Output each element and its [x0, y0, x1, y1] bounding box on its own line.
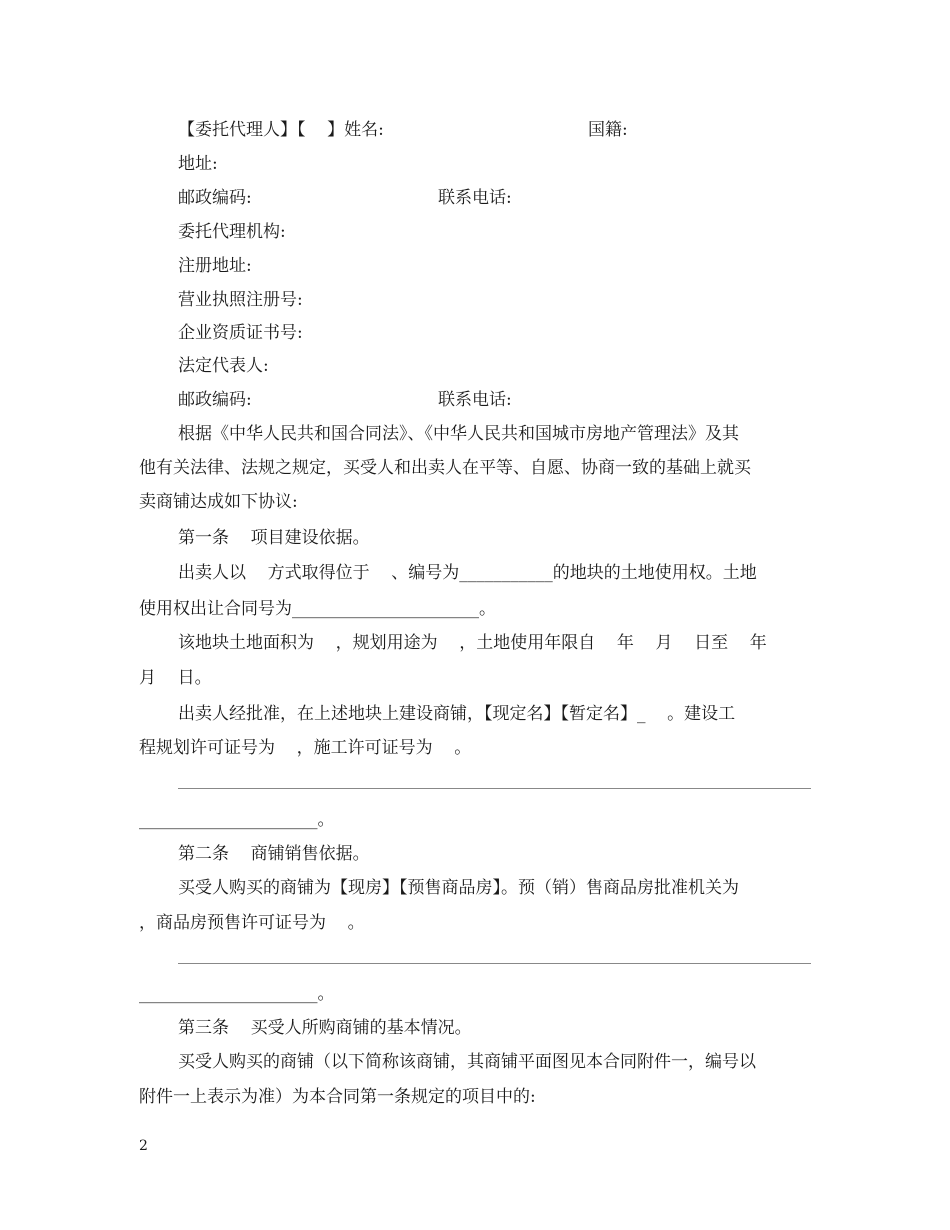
article-2-para-1-line-2: ，商品房预售许可证号为 。 — [139, 913, 365, 933]
agency-reg-address: 注册地址: — [178, 256, 252, 276]
agent-nationality: 国籍: — [588, 120, 628, 140]
agent-postcode: 邮政编码: — [178, 188, 252, 208]
article-1-para-3-line-2: 程规划许可证号为 ，施工许可证号为 。 — [139, 738, 472, 758]
agency-license-no: 营业执照注册号: — [178, 290, 303, 310]
article-2-title: 第二条 商铺销售依据。 — [178, 844, 370, 864]
article-2-para-1-line-1: 买受人购买的商铺为【现房】【预售商品房】。预（销）售商品房批准机关为 — [178, 878, 739, 898]
article-1-para-2-line-2: 月 日。 — [139, 668, 212, 688]
article-2-blank-end: _____________________。 — [139, 984, 335, 1004]
article-1-title: 第一条 项目建设依据。 — [178, 528, 370, 548]
agency-postcode: 邮政编码: — [178, 390, 252, 410]
agent-heading: 【委托代理人】【 】姓名: — [178, 120, 384, 140]
article-3-para-1-line-1: 买受人购买的商铺（以下简称该商铺，其商铺平面图见本合同附件一，编号以 — [178, 1052, 756, 1072]
article-3-para-1-line-2: 附件一上表示为准）为本合同第一条规定的项目中的: — [139, 1087, 536, 1107]
agency-name: 委托代理机构: — [178, 222, 286, 242]
preamble-line-2: 他有关法律、法规之规定，买受人和出卖人在平等、自愿、协商一致的基础上就买 — [139, 458, 751, 478]
preamble-line-3: 卖商铺达成如下协议: — [139, 492, 298, 512]
article-3-title: 第三条 买受人所购商铺的基本情况。 — [178, 1018, 472, 1038]
preamble-line-1: 根据《中华人民共和国合同法》、《中华人民共和国城市房地产管理法》及其 — [178, 424, 739, 444]
article-1-para-1-line-2: 使用权出让合同号为______________________。 — [139, 599, 496, 619]
article-1-para-2-line-1: 该地块土地面积为 ，规划用途为 ，土地使用年限自 年 月 日至 年 — [178, 633, 767, 653]
agency-qualification-no: 企业资质证书号: — [178, 323, 303, 343]
article-1-para-3-line-1: 出卖人经批准，在上述地块上建设商铺，【现定名】【暂定名】_ 。建设工 — [178, 704, 736, 724]
page-number: 2 — [139, 1138, 148, 1154]
blank-rule — [178, 788, 811, 789]
article-1-para-1-line-1: 出卖人以 方式取得位于 、编号为___________的地块的土地使用权。土地 — [178, 563, 757, 583]
agency-phone: 联系电话: — [438, 390, 512, 410]
blank-rule — [178, 963, 811, 964]
agent-address: 地址: — [178, 154, 218, 174]
article-1-blank-end: _____________________。 — [139, 810, 335, 830]
agent-phone: 联系电话: — [438, 188, 512, 208]
agency-legal-rep: 法定代表人: — [178, 356, 269, 376]
